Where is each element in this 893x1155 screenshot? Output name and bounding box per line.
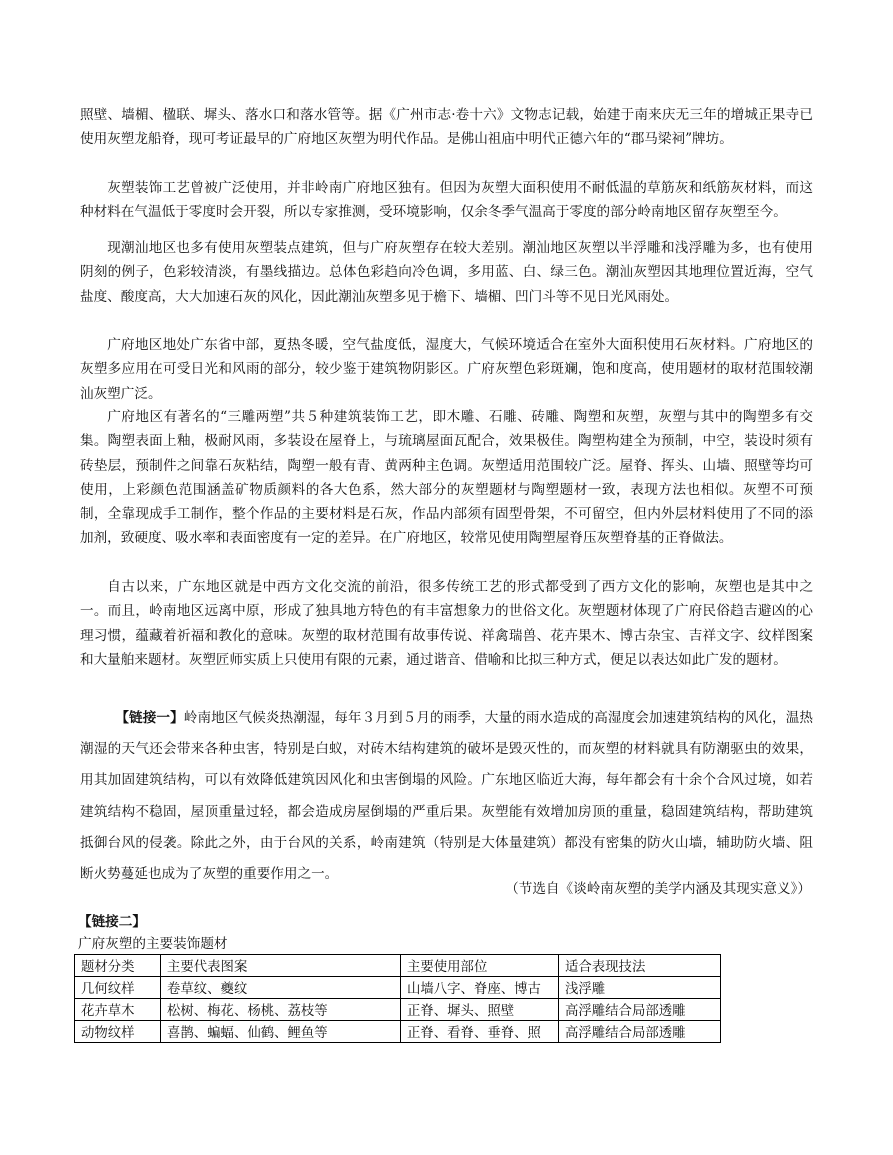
header-cell: 题材分类 [75,955,161,977]
table-cell: 浅浮雕 [559,977,721,999]
link-one-text: 岭南地区气候炎热潮湿，每年３月到５月的雨季，大量的雨水造成的高湿度会加速建筑结构的风化，温热潮湿的天气还会带来各种虫害，特别是白蚁，对砖木结构建筑的破坏是毁灭性的，而灰塑的材料就具有防潮驱虫的效果，用其加固建筑结构，可以有效降低建筑因风化和虫害倒塌的风险。广东地区临近大海，每年都会有十余个合风过境，如若建筑结构不稳固，屋顶重量过轻，都会造成房屋倒塌的严重后果。灰塑能有效增加房顶的重量，稳固建筑结构，帮助建筑抵御台风的侵袭。除此之外，由于台风的关系，岭南建筑（特别是大体量建筑）都没有密集的防火山墙，辅助防火墙、阻断火势蔓延也成为了灰塑的重要作用之一。 [80,710,813,883]
paragraph-4: 广府地区地处广东省中部，夏热冬暖，空气盐度低，湿度大，气候环境适合在室外大面积使用石灰材料。广府地区的灰塑多应用在可受日光和风雨的部分，较少鉴于建筑物阴影区。广府灰塑色彩斑斓，饱和度高，使用题材的取材范围较潮汕灰塑广泛。 [80,337,813,402]
table-row [75,1021,721,1043]
decoration-themes-table [74,954,721,1043]
table-cell: 松树、梅花、杨桃、荔枝等 [161,999,401,1021]
link-two-label: 【链接二】 [78,914,146,930]
paragraph-5: 广府地区有著名的“三雕两塑”共５种建筑装饰工艺，即木雕、石雕、砖雕、陶塑和灰塑，灰塑与其中的陶塑多有交集。陶塑表面上釉，极耐风雨，多装设在屋脊上，与琉璃屋面瓦配合，效果极佳。陶塑构建全为预制，中空，装设时须有砖垫层，预制件之间靠石灰粘结，陶塑一般有青、黄两种主色调。灰塑适用范围较广泛。屋脊、挥头、山墙、照壁等均可使用，上彩颜色范围涵盖矿物质颜料的各大色系，然大部分的灰塑题材与陶塑题材一致，表现方法也相似。灰塑不可预制，全靠现成手工制作，整个作品的主要材料是石灰，作品内部须有固型骨架，不可留空，但内外层材料使用了不同的添加剂，致硬度、吸水率和表面密度有一定的差异。在广府地区，较常见使用陶塑屋脊压灰塑脊基的正脊做法。 [80,409,813,547]
header-cell: 主要使用部位 [401,955,559,977]
table-caption: 广府灰塑的主要装饰题材 [78,936,228,952]
table-cell: 喜鹊、蝙蝠、仙鹤、鲤鱼等 [161,1021,401,1043]
paragraph-1: 照壁、墙楣、楹联、墀头、落水口和落水管等。据《广州市志·卷十六》文物志记载，始建于南来庆无三年的增城正果寺已使用灰塑龙船脊，现可考证最早的广府地区灰塑为明代作品。是佛山祖庙中明代正德六年的“郡马梁祠”牌坊。 [80,107,813,148]
header-cell: 主要代表图案 [161,955,401,977]
link-one-label: 【链接一】 [115,710,184,726]
paragraph-2: 灰塑装饰工艺曾被广泛使用，并非岭南广府地区独有。但因为灰塑大面积使用不耐低温的草筋灰和纸筋灰材料，而这种材料在气温低于零度时会开裂，所以专家推测，受环境影响，仅余冬季气温高于零度的部分岭南地区留存灰塑至今。 [80,180,813,221]
table-cell: 高浮雕结合局部透雕 [559,999,721,1021]
source-citation: （节选自《谈岭南灰塑的美学内涵及其现实意义》） [505,881,811,897]
table-cell: 卷草纹、夔纹 [161,977,401,999]
table-cell: 山墙八字、脊座、博古 [401,977,559,999]
table-row [75,999,721,1021]
table-header-row [75,955,721,977]
table-row [75,977,721,999]
table-cell: 花卉草木 [75,999,161,1021]
table-cell: 正脊、看脊、垂脊、照 [401,1021,559,1043]
table-cell: 高浮雕结合局部透雕 [559,1021,721,1043]
table-cell: 动物纹样 [75,1021,161,1043]
link-one-paragraph [80,703,813,890]
table-cell: 几何纹样 [75,977,161,999]
paragraph-3: 现潮汕地区也多有使用灰塑装点建筑，但与广府灰塑存在较大差别。潮汕地区灰塑以半浮雕和浅浮雕为多，也有使用阴刻的例子，色彩较清淡，有墨线描边。总体色彩趋向冷色调，多用蓝、白、绿三色。潮汕灰塑因其地理位置近海，空气盐度、酸度高，大大加速石灰的风化，因此潮汕灰塑多见于檐下、墙楣、凹门斗等不见日光风雨处。 [80,240,813,305]
paragraph-6: 自古以来，广东地区就是中西方文化交流的前沿，很多传统工艺的形式都受到了西方文化的影响，灰塑也是其中之一。而且，岭南地区远离中原，形成了独具地方特色的有丰富想象力的世俗文化。灰塑题材体现了广府民俗趋吉避凶的心理习惯，蕴藏着祈福和教化的意味。灰塑的取材范围有故事传说、祥禽瑞兽、花卉果木、博古杂宝、吉祥文字、纹样图案和大量舶来题材。灰塑匠师实质上只使用有限的元素，通过谐音、借喻和比拟三种方式，便足以表达如此广发的题材。 [80,579,813,668]
table-cell: 正脊、墀头、照壁 [401,999,559,1021]
header-cell: 适合表现技法 [559,955,721,977]
